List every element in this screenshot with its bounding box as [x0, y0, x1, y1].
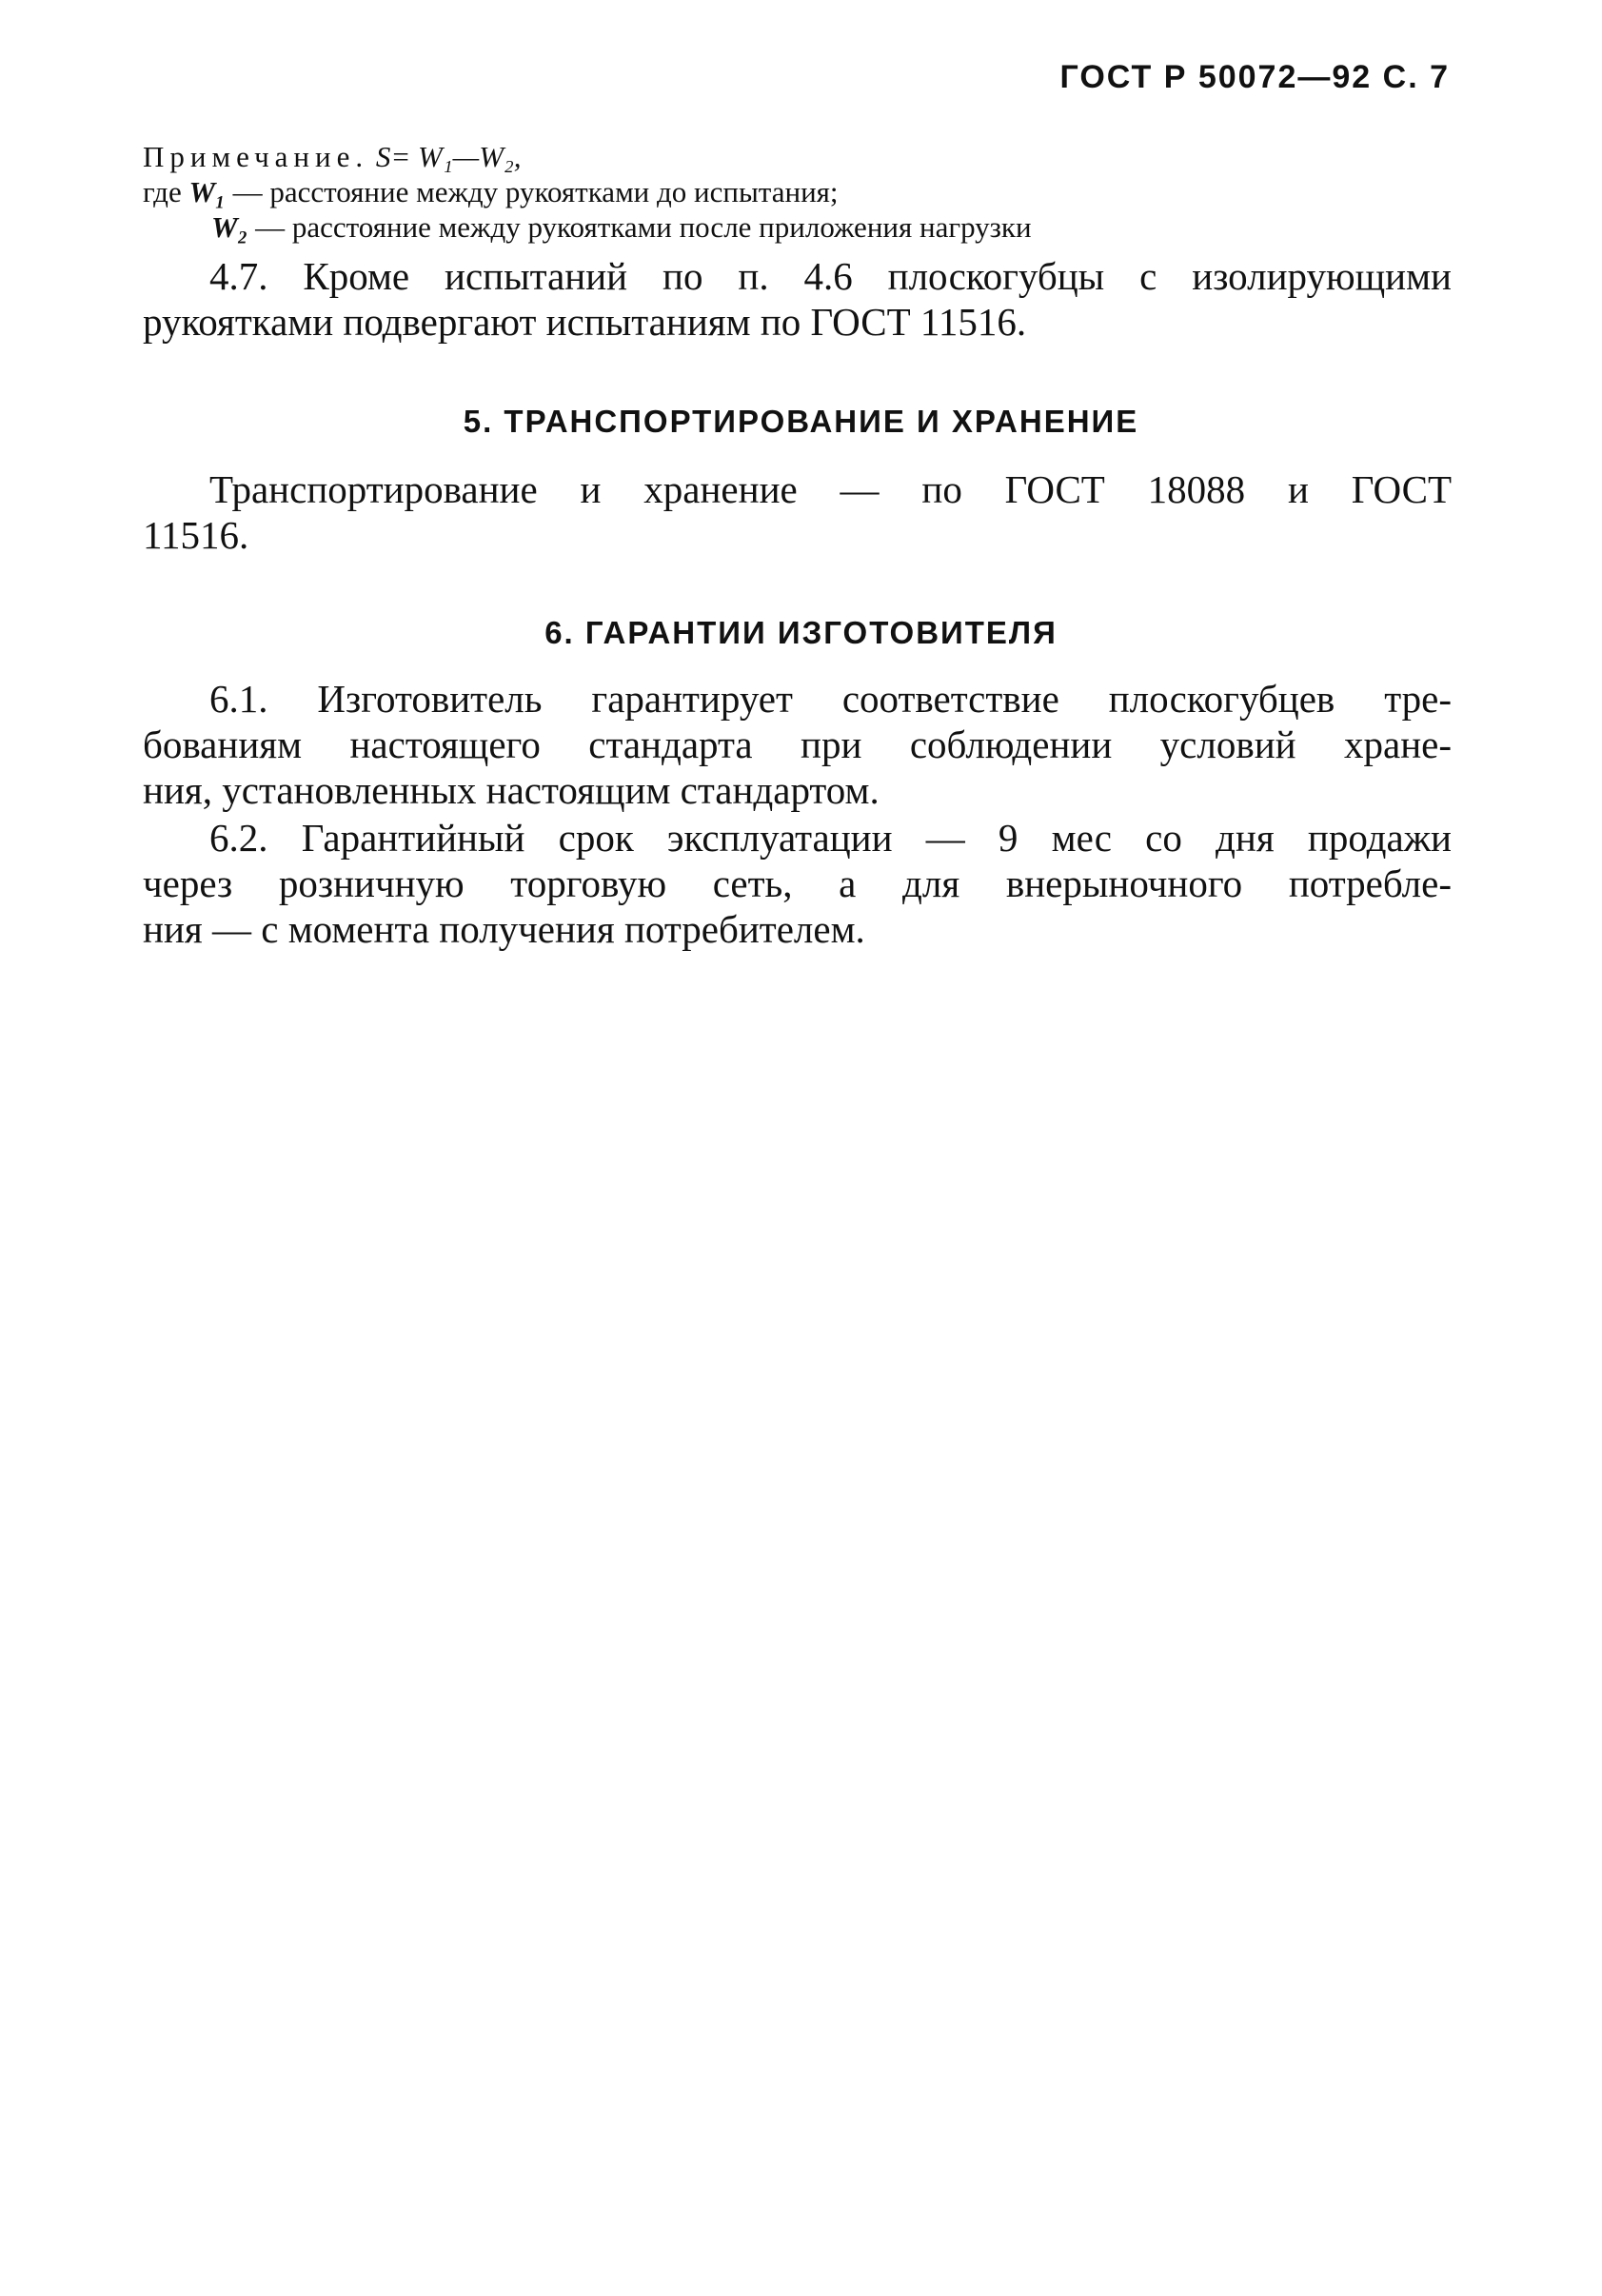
section-5-text [143, 466, 1452, 558]
clause-6-1-line2: бованиям настоящего стандарта при соблюдении условий хране- [143, 722, 1452, 766]
clause-6-1-line1: 6.1. Изготовитель гарантирует соответствие плоскогубцев тре- [209, 677, 1452, 721]
note-w1-desc: — расстояние между рукоятками до испытания; [232, 175, 839, 208]
clause-6-2-line3: ния — с момента получения потребителем. [143, 907, 865, 951]
note-formula: S= W₁—W₂, [375, 140, 522, 173]
note-where: где [143, 175, 182, 208]
section-6-title: 6. ГАРАНТИИ ИЗГОТОВИТЕЛЯ [544, 615, 1058, 650]
note-w1-line [143, 174, 1456, 209]
section-5-line2: 11516. [143, 513, 249, 557]
clause-6-1-line3: ния, установленных настоящим стандартом. [143, 768, 880, 812]
running-header: ГОСТ Р 50072—92 С. 7 [1059, 59, 1450, 95]
note-w1-symbol: W₁ [188, 175, 226, 208]
note-w2-line [143, 209, 1456, 245]
clause-4-7-line2: рукоятками подвергают испытаниям по ГОСТ 11516. [143, 300, 1027, 344]
note-w2-symbol: W₂ [211, 210, 248, 244]
clause-6-2 [143, 815, 1452, 952]
clause-4-7-line1: 4.7. Кроме испытаний по п. 4.6 плоскогубцы с изолирующими [209, 254, 1452, 298]
note-label: Примечание. [143, 140, 369, 173]
section-5-line1: Транспортирование и хранение — по ГОСТ 18088 и ГОСТ [209, 467, 1452, 511]
note-block [143, 139, 1456, 245]
clause-6-1 [143, 676, 1452, 813]
note-label-line [143, 139, 1456, 174]
section-5-title: 5. ТРАНСПОРТИРОВАНИЕ И ХРАНЕНИЕ [463, 404, 1139, 439]
clause-6-2-line1: 6.2. Гарантийный срок эксплуатации — 9 мес со дня продажи [209, 816, 1452, 860]
clause-4-7 [143, 253, 1452, 345]
clause-6-2-line2: через розничную торговую сеть, а для внерыночного потребле- [143, 861, 1452, 905]
note-w2-desc: — расстояние между рукоятками после приложения нагрузки [255, 210, 1032, 244]
